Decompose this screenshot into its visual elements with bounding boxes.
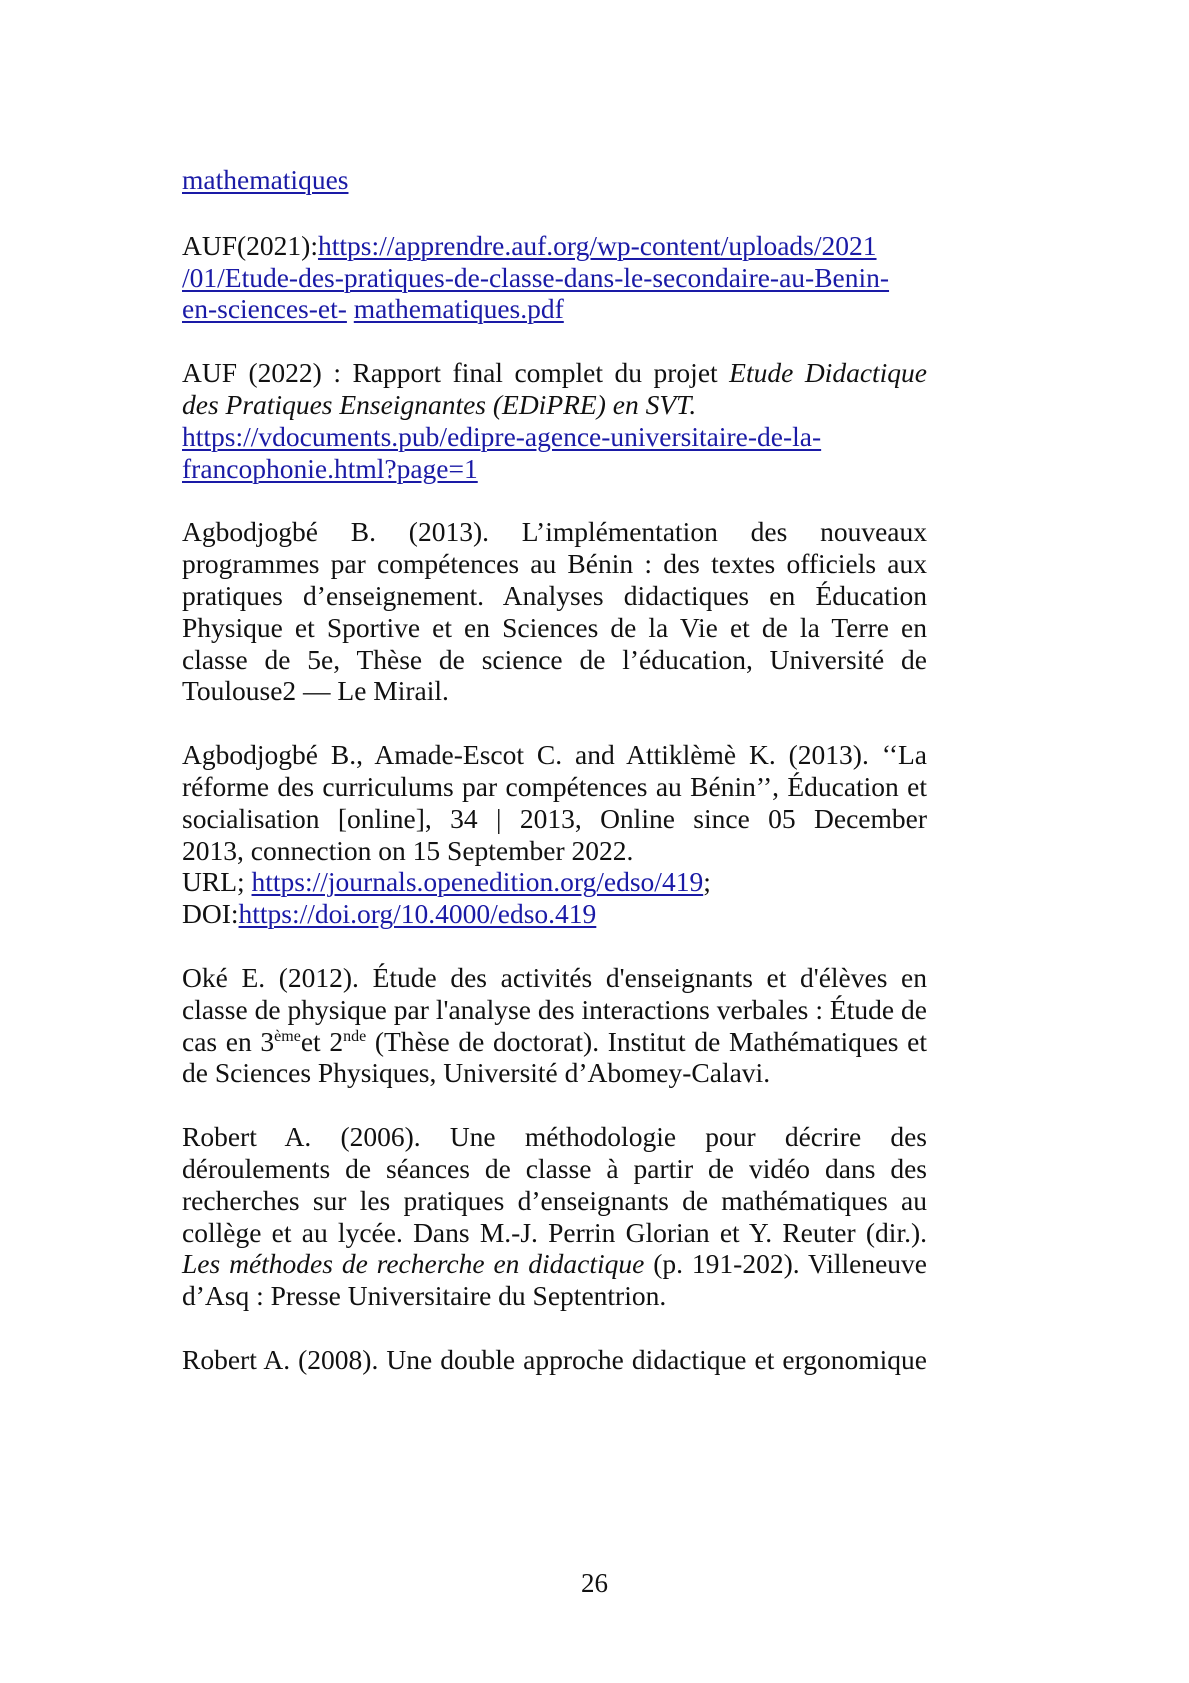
url-suffix: ; [703,866,711,898]
superscript: ème [274,1027,301,1045]
reference-continuation [182,164,927,196]
link-auf-2021-part2[interactable]: /01/Etude-des-pratiques-de-classe-dans-le-secondaire-au-Benin- [182,261,890,293]
reference-robert-2006 [182,1121,927,1312]
link-auf-2021-part4[interactable]: mathematiques.pdf [353,293,564,325]
reference-title-italic: Les méthodes de recherche en didactique [182,1248,645,1280]
reference-line: d’Asq : Presse Universitaire du Septentrion. [182,1280,667,1312]
reference-text: cas en 3 [182,1025,275,1057]
reference-prefix: AUF(2021): [182,229,318,261]
reference-line: Robert A. (2008). Une double approche didactique et ergonomique [182,1343,927,1375]
reference-line: Robert A. (2006). Une méthodologie pour décrire des [182,1121,927,1153]
reference-line: réforme des curriculums par compétences au Bénin’’, Éducation et [182,770,927,802]
link-mathematiques[interactable]: mathematiques [182,164,349,195]
doi-label: DOI: [182,898,239,930]
reference-text: AUF (2022) : Rapport final complet du projet [182,357,730,389]
reference-line: recherches sur les pratiques d’enseignants de mathématiques au [182,1184,927,1216]
reference-line [182,1248,927,1280]
reference-auf-2022 [182,357,927,484]
reference-text: (p. 191-202). Villeneuve [644,1248,927,1280]
reference-agbodjogbe-amade-attiklemè-2013 [182,739,927,930]
reference-line: Toulouse2 — Le Mirail. [182,675,449,707]
reference-auf-2021 [182,230,927,325]
reference-agbodjogbe-2013 [182,516,927,707]
reference-text: (Thèse de doctorat). Institut de Mathématiques et [366,1025,927,1057]
page-number: 26 [581,1568,608,1598]
reference-line: pratiques d’enseignement. Analyses didactiques en Éducation [182,579,927,611]
reference-line: classe de 5e, Thèse de science de l’éducation, Université de [182,643,927,675]
reference-line: de Sciences Physiques, Université d’Abomey-Calavi. [182,1057,771,1089]
reference-line: programmes par compétences au Bénin : des textes officiels aux [182,548,927,580]
reference-title-italic: Etude Didactique des Pratiques Enseignantes (EDiPRE) en SVT. [182,357,928,420]
reference-line: Physique et Sportive et en Sciences de la Vie et de la Terre en [182,611,927,643]
reference-text: et 2 [300,1025,344,1057]
reference-list [182,164,927,1408]
reference-line: 2013, connection on 15 September 2022. [182,834,634,866]
reference-line: déroulements de séances de classe à partir de vidéo dans des [182,1152,927,1184]
link-doi[interactable]: https://doi.org/10.4000/edso.419 [238,898,597,930]
reference-line: Oké E. (2012). Étude des activités d'enseignants et d'élèves en [182,961,927,993]
link-openedition[interactable]: https://journals.openedition.org/edso/419 [251,866,704,898]
link-vdocuments-part1[interactable]: https://vdocuments.pub/edipre-agence-universitaire-de-la- [182,420,822,452]
reference-line: Agbodjogbé B., Amade-Escot C. and Attiklèmè K. (2013). ‘‘La [182,739,927,771]
reference-line: classe de physique par l'analyse des interactions verbales : Étude de [182,993,927,1025]
link-auf-2021-part1[interactable]: https://apprendre.auf.org/wp-content/uploads/2021 [317,229,877,261]
reference-line: collège et au lycée. Dans M.-J. Perrin Glorian et Y. Reuter (dir.). [182,1216,927,1248]
link-vdocuments-part2[interactable]: francophonie.html?page=1 [182,452,478,484]
reference-line [182,1026,927,1058]
reference-robert-2008 [182,1344,927,1376]
reference-line: socialisation [online], 34 | 2013, Online since 05 December [182,802,927,834]
reference-line: Agbodjogbé B. (2013). L’implémentation des nouveaux [182,516,927,548]
superscript: nde [343,1027,367,1045]
url-label: URL; [182,866,252,898]
link-auf-2021-part3[interactable]: en-sciences-et- [182,293,347,325]
reference-oke-2012 [182,962,927,1089]
